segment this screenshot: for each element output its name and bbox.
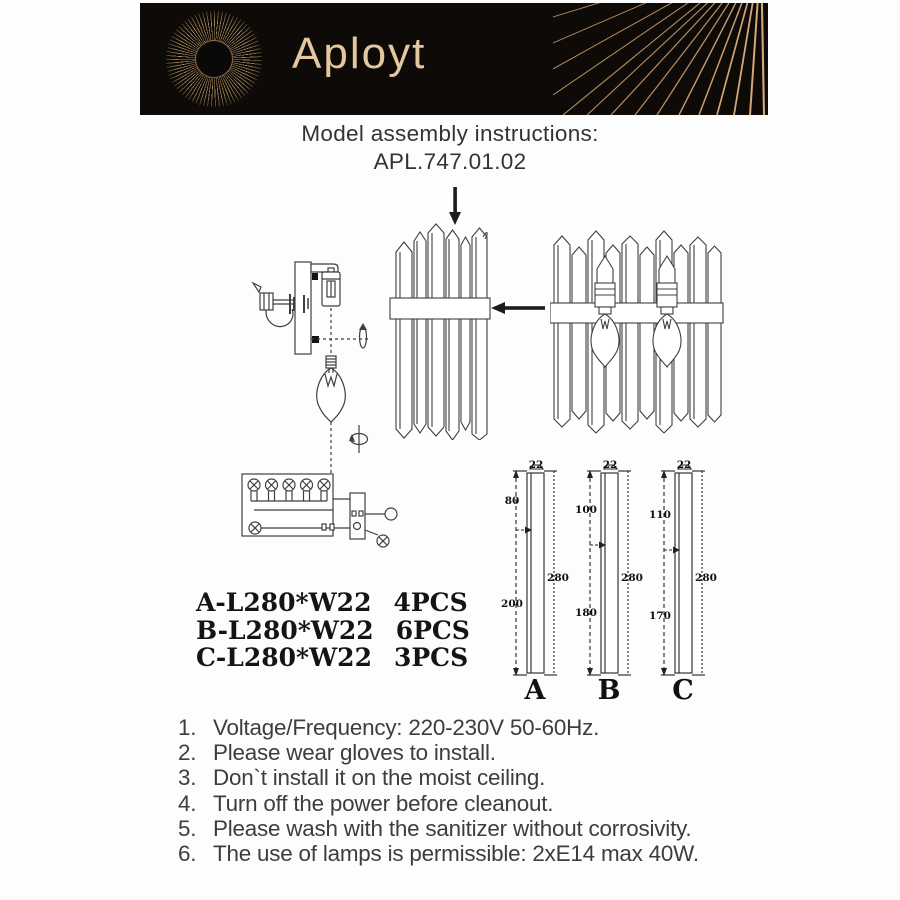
brand-header bbox=[140, 3, 768, 115]
figure-label: B bbox=[597, 675, 621, 703]
instruction-number: 6. bbox=[178, 841, 197, 867]
instruction-text: Please wear gloves to install. bbox=[213, 740, 496, 766]
mounting-band bbox=[390, 298, 490, 319]
page-title bbox=[0, 120, 900, 175]
instruction-text: Turn off the power before cleanout. bbox=[213, 790, 554, 816]
instruction-text: Voltage/Frequency: 220-230V 50-60Hz. bbox=[213, 715, 600, 740]
dim-top: 22 bbox=[676, 459, 692, 471]
instruction-text: Please wash with the sanitizer without corrosivity. bbox=[213, 815, 692, 841]
dim-upper: 110 bbox=[649, 509, 671, 521]
part-qty: 3PCS bbox=[393, 643, 469, 672]
insert-down-arrow-icon bbox=[449, 187, 461, 225]
dim-upper: 100 bbox=[575, 504, 597, 516]
dim-lower: 200 bbox=[501, 598, 523, 610]
part-code: C-L280*W22 bbox=[196, 643, 372, 672]
parts-list bbox=[196, 589, 470, 672]
instruction-number: 2. bbox=[178, 740, 197, 766]
instruction-number: 3. bbox=[178, 765, 197, 791]
sunburst-logo-icon bbox=[166, 11, 262, 107]
dim-lower: 180 bbox=[575, 607, 597, 619]
dim-overall: 280 bbox=[695, 572, 717, 584]
model-number: APL.747.01.02 bbox=[373, 148, 527, 174]
instruction-item bbox=[178, 816, 699, 841]
part-code: B-L280*W22 bbox=[196, 615, 374, 645]
parts-row bbox=[196, 589, 470, 617]
wall-hook bbox=[253, 283, 293, 327]
instruction-item bbox=[178, 715, 699, 740]
parts-row bbox=[196, 644, 470, 672]
instruction-item bbox=[178, 740, 699, 765]
dim-overall: 280 bbox=[621, 572, 643, 584]
instruction-number: 1. bbox=[178, 715, 197, 740]
bulb-rotation-icon bbox=[349, 425, 368, 453]
dim-upper: 80 bbox=[504, 495, 520, 507]
part-qty: 6PCS bbox=[395, 615, 470, 645]
screw-rotation-icon bbox=[359, 323, 367, 348]
instruction-number: 4. bbox=[178, 790, 197, 816]
wiring-diagram bbox=[233, 460, 408, 560]
figure-label: A bbox=[524, 675, 546, 703]
title-line1: Model assembly instructions: bbox=[301, 121, 599, 146]
dimension-figure-a bbox=[500, 453, 572, 703]
part-qty: 4PCS bbox=[393, 588, 468, 617]
figure-label: C bbox=[672, 675, 694, 703]
instruction-text: Don`t install it on the moist ceiling. bbox=[213, 765, 546, 791]
instruction-item bbox=[178, 791, 699, 816]
dim-overall: 280 bbox=[547, 572, 569, 584]
rays-icon bbox=[553, 3, 768, 115]
dim-top: 22 bbox=[602, 459, 618, 471]
dimension-figure-c bbox=[648, 453, 720, 703]
instruction-number: 5. bbox=[178, 815, 197, 841]
dimension-figure-b bbox=[574, 453, 646, 703]
dim-lower: 170 bbox=[649, 610, 671, 622]
parts-row bbox=[196, 617, 470, 645]
crystal-shade-diagram bbox=[388, 185, 548, 440]
dim-top: 22 bbox=[528, 459, 544, 471]
mounting-band bbox=[550, 303, 723, 323]
assembled-fixture-diagram bbox=[550, 223, 735, 443]
instruction-item bbox=[178, 765, 699, 790]
attach-left-arrow-icon bbox=[491, 302, 545, 314]
instructions-list bbox=[178, 715, 699, 866]
ground-symbol bbox=[385, 508, 397, 520]
brand-name: Aployt bbox=[292, 29, 427, 78]
part-code: A-L280*W22 bbox=[196, 588, 372, 617]
instruction-text: The use of lamps is permissible: 2xE14 max 40W. bbox=[213, 841, 699, 867]
candle-bulb bbox=[317, 356, 345, 422]
instruction-item bbox=[178, 841, 699, 866]
